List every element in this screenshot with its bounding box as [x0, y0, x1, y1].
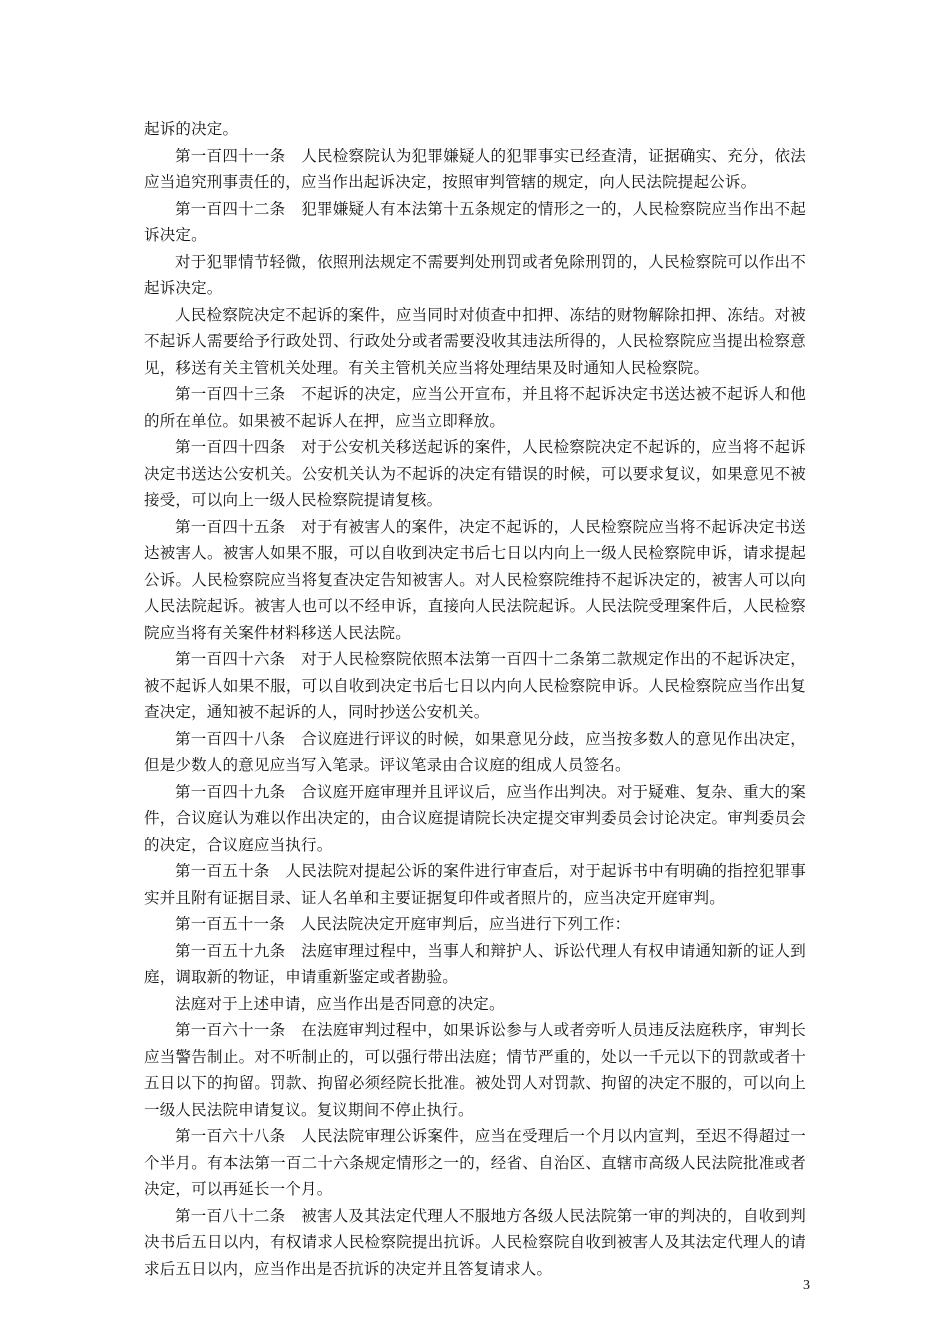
paragraph-article-144: 第一百四十四条 对于公安机关移送起诉的案件，人民检察院决定不起诉的，应当将不起诉决定书送达公安机关。公安机关认为不起诉的决定有错误的时候，可以要求复议，如果意见不被接受，可以向上一级人民检察院提请复核。	[144, 438, 806, 509]
paragraph-article-149: 第一百四十九条 合议庭开庭审理并且评议后，应当作出判决。对于疑难、复杂、重大的案件，合议庭认为难以作出决定的，由合议庭提请院长决定提交审判委员会讨论决定。审判委员会的决定，合议庭应当执行。	[144, 782, 806, 854]
paragraph-article-143: 第一百四十三条 不起诉的决定，应当公开宣布，并且将不起诉决定书送达被不起诉人和他的所在单位。如果被不起诉人在押，应当立即释放。	[144, 385, 806, 430]
paragraph-article-142-clause-2: 对于犯罪情节轻微，依照刑法规定不需要判处刑罚或者免除刑罚的，人民检察院可以作出不起诉决定。	[144, 252, 806, 297]
paragraph-article-151: 第一百五十一条 人民法院决定开庭审判后，应当进行下列工作：	[175, 915, 631, 933]
paragraph-article-168: 第一百六十八条 人民法院审理公诉案件，应当在受理后一个月以内宣判，至迟不得超过一个半月。有本法第一百二十六条规定情形之一的，经省、自治区、直辖市高级人民法院批准或者决定，可以再延长一个月。	[144, 1127, 806, 1198]
paragraph-article-159-clause-2: 法庭对于上述申请，应当作出是否同意的决定。	[175, 994, 505, 1013]
paragraph-article-142-clause-3: 人民检察院决定不起诉的案件，应当同时对侦查中扣押、冻结的财物解除扣押、冻结。对被不起诉人需要给予行政处罚、行政处分或者需要没收其违法所得的，人民检察院应当提出检察意见，移送有关主管机关处理。有关主管机关应当将处理结果及时通知人民检察院。	[144, 305, 806, 377]
paragraph-article-182: 第一百八十二条 被害人及其法定代理人不服地方各级人民法院第一审的判决的，自收到判决书后五日以内，有权请求人民检察院提出抗诉。人民检察院自收到被害人及其法定代理人的请求后五日以内，应当作出是否抗诉的决定并且答复请求人。	[144, 1206, 806, 1278]
paragraph-article-145: 第一百四十五条 对于有被害人的案件，决定不起诉的，人民检察院应当将不起诉决定书送达被害人。被害人如果不服，可以自收到决定书后七日以内向上一级人民检察院申诉，请求提起公诉。人民检察院应当将复查决定告知被害人。对人民检察院维持不起诉决定的，被害人可以向人民法院起诉。被害人也可以不经申诉，直接向人民法院起诉。人民法院受理案件后，人民检察院应当将有关案件材料移送人民法院。	[144, 517, 806, 642]
page-number: 3	[803, 1278, 810, 1293]
document-body	[144, 116, 806, 1282]
paragraph-article-148: 第一百四十八条 合议庭进行评议的时候，如果意见分歧，应当按多数人的意见作出决定，但是少数人的意见应当写入笔录。评议笔录由合议庭的组成人员签名。	[144, 729, 806, 774]
paragraph-article-141: 第一百四十一条 人民检察院认为犯罪嫌疑人的犯罪事实已经查清，证据确实、充分，依法应当追究刑事责任的，应当作出起诉决定，按照审判管辖的规定，向人民法院提起公诉。	[144, 146, 806, 191]
paragraph-article-161: 第一百六十一条 在法庭审判过程中，如果诉讼参与人或者旁听人员违反法庭秩序，审判长应当警告制止。对不听制止的，可以强行带出法庭；情节严重的，处以一千元以下的罚款或者十五日以下的拘留。罚款、拘留必须经院长批准。被处罚人对罚款、拘留的决定不服的，可以向上一级人民法院申请复议。复议期间不停止执行。	[144, 1021, 806, 1119]
paragraph-continuation: 起诉的决定。	[144, 120, 239, 138]
paragraph-article-150: 第一百五十条 人民法院对提起公诉的案件进行审查后，对于起诉书中有明确的指控犯罪事实并且附有证据目录、证人名单和主要证据复印件或者照片的，应当决定开庭审判。	[144, 862, 806, 907]
paragraph-article-159: 第一百五十九条 法庭审理过程中，当事人和辩护人、诉讼代理人有权申请通知新的证人到庭，调取新的物证，申请重新鉴定或者勘验。	[144, 941, 806, 986]
paragraph-article-146: 第一百四十六条 对于人民检察院依照本法第一百四十二条第二款规定作出的不起诉决定，被不起诉人如果不服，可以自收到决定书后七日以内向人民检察院申诉。人民检察院应当作出复查决定，通知被不起诉的人，同时抄送公安机关。	[144, 650, 806, 721]
paragraph-article-142: 第一百四十二条 犯罪嫌疑人有本法第十五条规定的情形之一的，人民检察院应当作出不起诉决定。	[144, 199, 806, 244]
